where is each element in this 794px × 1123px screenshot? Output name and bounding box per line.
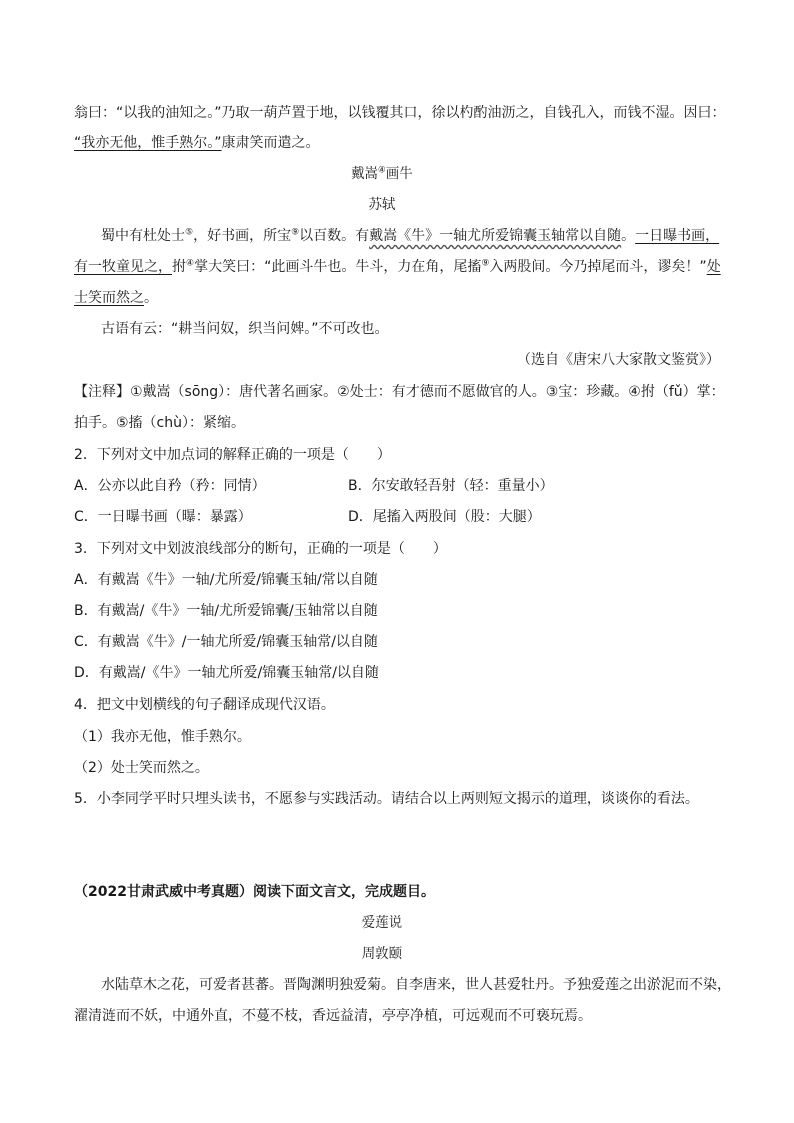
- wavy-underlined-text: 戴嵩《牛》一轴尤所爱锦囊玉轴常以自随: [369, 228, 622, 244]
- passage1-line1: 翁曰：“以我的油知之。”乃取一葫芦置于地，以钱覆其口，徐以杓酌油沥之，自钱孔入，而钱不湿。因曰：: [74, 105, 726, 121]
- q3-option-d: D．有戴嵩/《牛》一轴尤所爱/锦囊玉轴常/以自随: [74, 665, 379, 681]
- section2-author: 周敦颐: [361, 946, 403, 962]
- q2-option-b: B．尔安敢轻吾射（轻：重量小）: [348, 478, 554, 494]
- underlined-text: 士笑而然之: [74, 290, 144, 306]
- section2-para-line1: 水陆草木之花，可爱者甚蕃。晋陶渊明独爱菊。自李唐来，世人甚爱牡丹。予独爱莲之出淤泥而不染，: [101, 977, 731, 993]
- underlined-text: 处: [706, 259, 721, 275]
- q4-item-2: （2）处士笑而然之。: [74, 760, 209, 776]
- question-2: 2．下列对文中加点词的解释正确的一项是（ ）: [74, 447, 391, 463]
- passage2-source: （选自《唐宋八大家散文鉴赏》）: [517, 352, 720, 368]
- passage2-line3: 士笑而然之。: [74, 290, 158, 306]
- section2-title: 爱莲说: [361, 915, 403, 931]
- question-3: 3．下列对文中划波浪线部分的断句，正确的一项是（ ）: [74, 541, 447, 557]
- notes-line2: 拍手。⑤搐（chù）：紧缩。: [74, 415, 245, 431]
- notes-line1: 【注释】①戴嵩（sōng）：唐代著名画家。②处士：有才德而不愿做官的人。③宝：珍藏。④拊（fǔ）掌：: [74, 384, 725, 400]
- q3-option-b: B．有戴嵩/《牛》一轴/尤所爱锦囊/玉轴常以自随: [74, 603, 378, 619]
- underlined-text: 一日曝书画，: [635, 228, 720, 244]
- question-5: 5．小李同学平时只埋头读书，不愿参与实践活动。请结合以上两则短文揭示的道理，谈谈你的看法。: [74, 791, 699, 807]
- passage2-author: 苏轼: [368, 197, 396, 213]
- underlined-quote: “我亦无他，惟手熟尔。”: [74, 135, 222, 151]
- q3-option-a: A．有戴嵩《牛》一轴/尤所爱/锦囊玉轴/常以自随: [74, 572, 378, 588]
- passage2-line4: 古语有云：“耕当问奴，织当问婢。”不可改也。: [101, 321, 389, 337]
- question-4: 4．把文中划横线的句子翻译成现代汉语。: [74, 697, 335, 713]
- q2-option-a: A．公亦以此自矜（矜：同情）: [74, 478, 266, 494]
- q2-option-d: D．尾搐入两股间（股：大腿）: [348, 509, 541, 525]
- passage1-line2: “我亦无他，惟手熟尔。”康肃笑而遣之。: [74, 135, 320, 151]
- passage2-title: 戴嵩④画牛: [351, 165, 413, 182]
- section2-header: （2022甘肃武威中考真题）阅读下面文言文，完成题目。: [74, 884, 435, 900]
- q4-item-1: （1）我亦无他，惟手熟尔。: [74, 729, 251, 745]
- q3-option-c: C．有戴嵩《牛》/一轴尤所爱/锦囊玉轴常/以自随: [74, 634, 378, 650]
- section2-para-line2: 濯清涟而不妖，中通外直，不蔓不枝，香远益清，亭亭净植，可远观而不可亵玩焉。: [74, 1008, 592, 1024]
- passage2-line1: 蜀中有杜处士⑤，好书画，所宝⑨以百数。有戴嵩《牛》一轴尤所爱锦囊玉轴常以自随。一日曝书画，: [101, 227, 720, 244]
- passage2-line2: 有一牧童见之，拊④掌大笑曰：“此画斗牛也。牛斗，力在角，尾搐⑨入两股间。今乃掉尾而斗，谬矣！”处: [74, 258, 721, 275]
- underlined-text: 有一牧童见之，: [74, 259, 172, 275]
- q2-option-c: C．一日曝书画（曝：暴露）: [74, 509, 252, 525]
